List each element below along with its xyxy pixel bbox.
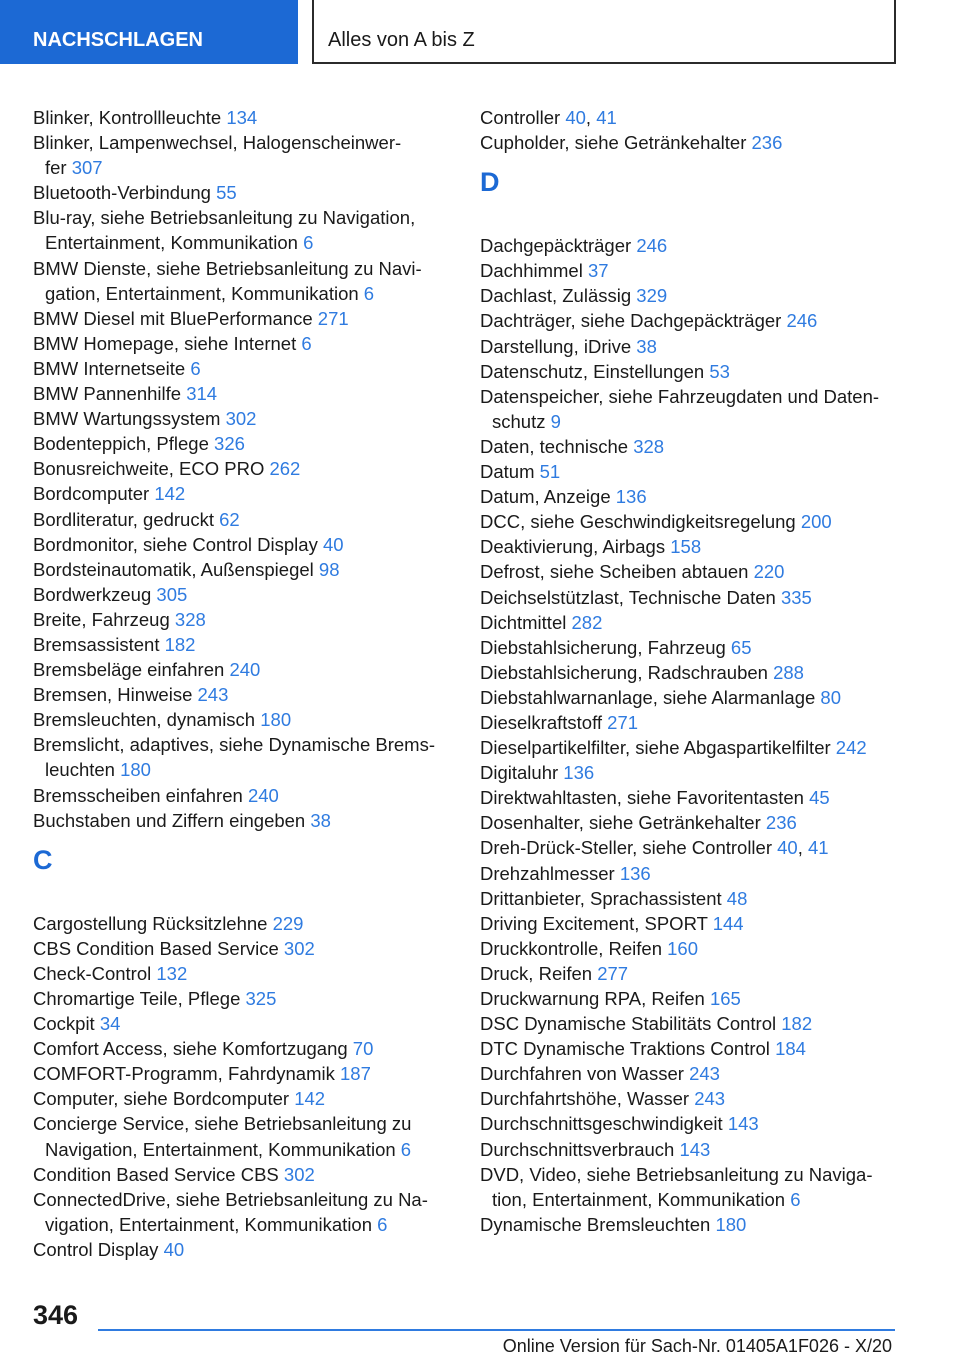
index-entry bbox=[33, 1036, 453, 1061]
entry-text: Dachträger, siehe Dachgepäckträger bbox=[480, 310, 787, 332]
entry-text: Durchschnittsverbrauch bbox=[480, 1138, 680, 1160]
page-link[interactable]: 53 bbox=[709, 360, 730, 382]
entry-text: BMW Internetseite bbox=[33, 357, 191, 379]
page-link[interactable]: 182 bbox=[781, 1013, 813, 1035]
section-tab[interactable]: NACHSCHLAGEN bbox=[0, 0, 298, 64]
entry-text: Daten, technische bbox=[480, 435, 634, 457]
entry-text: Blu-ray, siehe Betriebsanleitung zu Navigation, bbox=[33, 207, 416, 229]
index-entry bbox=[33, 456, 453, 481]
page-link[interactable]: 242 bbox=[835, 737, 867, 759]
page-link[interactable]: 143 bbox=[679, 1138, 711, 1160]
page-link[interactable]: 325 bbox=[245, 988, 277, 1009]
entry-text: Dieselkraftstoff bbox=[480, 711, 608, 733]
page-link[interactable]: 34 bbox=[99, 1013, 121, 1035]
entry-text: DTC Dynamische Traktions Control bbox=[480, 1038, 776, 1060]
index-entry bbox=[480, 1212, 910, 1237]
entry-text: DSC Dynamische Stabilitäts Control bbox=[480, 1013, 782, 1035]
entry-text-continued: Entertainment, Kommunikation bbox=[45, 232, 304, 254]
index-entry bbox=[480, 1086, 910, 1111]
index-entry bbox=[480, 534, 910, 559]
entry-text: COMFORT-Programm, Fahrdynamik bbox=[33, 1063, 341, 1085]
page-link[interactable]: 229 bbox=[272, 912, 304, 934]
index-entry bbox=[33, 406, 453, 431]
entry-text: Drittanbieter, Sprachassistent bbox=[480, 887, 727, 909]
index-entry bbox=[480, 760, 910, 785]
index-entry bbox=[480, 911, 910, 936]
entry-text: Bremsassistent bbox=[33, 633, 165, 655]
page-link[interactable]: 328 bbox=[633, 435, 665, 457]
index-column-right bbox=[480, 105, 910, 1237]
entry-text: BMW Homepage, siehe Internet bbox=[33, 332, 302, 354]
entry-text: Computer, siehe Bordcomputer bbox=[33, 1088, 295, 1110]
entry-text: Chromartige Teile, Pflege bbox=[33, 988, 246, 1009]
page-link[interactable]: 143 bbox=[727, 1113, 759, 1135]
entry-text-continued: schutz bbox=[492, 410, 551, 432]
page-link[interactable]: 262 bbox=[269, 458, 301, 480]
entry-text: Driving Excitement, SPORT bbox=[480, 912, 713, 934]
page-link[interactable]: 48 bbox=[726, 887, 748, 909]
index-entry bbox=[480, 509, 910, 534]
entry-text: Durchfahren von Wasser bbox=[480, 1063, 690, 1085]
index-column-left bbox=[33, 105, 453, 1262]
entry-text: Druckwarnung RPA, Reifen bbox=[480, 988, 710, 1009]
entry-text: ConnectedDrive, siehe Betriebsanleitung zu Na- bbox=[33, 1188, 428, 1210]
index-entry bbox=[33, 682, 453, 707]
entry-text: Datenschutz, Einstellungen bbox=[480, 360, 710, 382]
entry-text: DCC, siehe Geschwindigkeitsregelung bbox=[480, 511, 801, 533]
page-link[interactable]: 328 bbox=[174, 608, 206, 630]
index-entry bbox=[480, 484, 910, 509]
index-entry bbox=[33, 331, 453, 356]
entry-text-continued: tion, Entertainment, Kommunikation bbox=[492, 1188, 791, 1210]
page-link[interactable]: 132 bbox=[156, 962, 188, 984]
entry-text: Bordmonitor, siehe Control Display bbox=[33, 533, 323, 555]
index-entry bbox=[33, 1086, 453, 1111]
index-entry: Dreh-Drück-Steller, siehe Controller 40, 41 bbox=[480, 837, 829, 859]
page-link[interactable]: 51 bbox=[539, 461, 561, 483]
entry-text: Druck, Reifen bbox=[480, 962, 598, 984]
index-entry bbox=[33, 306, 453, 331]
page-link[interactable]: 41 bbox=[596, 107, 617, 128]
page-link[interactable]: 271 bbox=[607, 711, 639, 733]
page-link[interactable]: 182 bbox=[164, 633, 196, 655]
entry-text: Comfort Access, siehe Komfortzugang bbox=[33, 1038, 353, 1060]
entry-text: Diebstahlsicherung, Fahrzeug bbox=[480, 636, 731, 658]
page-link[interactable]: 6 bbox=[190, 357, 201, 379]
index-entry: Controller 40, 41 bbox=[480, 107, 617, 128]
index-entry bbox=[480, 861, 910, 886]
page-link[interactable]: 282 bbox=[571, 611, 603, 633]
page-link[interactable]: 98 bbox=[318, 558, 340, 580]
index-entry bbox=[480, 886, 910, 911]
index-entry bbox=[480, 585, 910, 610]
page-link[interactable]: 180 bbox=[715, 1213, 747, 1235]
index-letter-heading: C bbox=[33, 844, 53, 875]
page-link[interactable]: 160 bbox=[667, 937, 699, 959]
page-link[interactable]: 45 bbox=[809, 787, 830, 809]
page-link[interactable]: 40 bbox=[322, 533, 344, 555]
page-link[interactable]: 243 bbox=[689, 1063, 720, 1085]
entry-text: Bordcomputer bbox=[33, 483, 155, 505]
entry-text: Bonusreichweite, ECO PRO bbox=[33, 458, 270, 480]
index-entry bbox=[33, 732, 453, 782]
entry-text: Bordsteinautomatik, Außenspiegel bbox=[33, 558, 319, 580]
entry-text: Dichtmittel bbox=[480, 611, 572, 633]
entry-text: Dachgepäckträger bbox=[480, 235, 637, 257]
index-entry bbox=[33, 205, 453, 255]
page-title: Alles von A bis Z bbox=[312, 0, 896, 64]
index-entry bbox=[480, 559, 910, 584]
entry-text: Bodenteppich, Pflege bbox=[33, 433, 215, 455]
index-entry bbox=[33, 1187, 453, 1237]
entry-text: Drehzahlmesser bbox=[480, 862, 620, 884]
entry-text: Dachlast, Zulässig bbox=[480, 285, 637, 307]
page-link[interactable]: 40 bbox=[777, 837, 798, 859]
index-entry bbox=[33, 607, 453, 632]
index-entry bbox=[480, 283, 910, 308]
entry-text: Darstellung, iDrive bbox=[480, 335, 637, 357]
index-entry bbox=[480, 986, 910, 1011]
entry-text: Druckkontrolle, Reifen bbox=[480, 937, 668, 959]
entry-text-continued: leuchten bbox=[45, 759, 121, 781]
index-entry bbox=[480, 1162, 910, 1212]
page-link[interactable]: 240 bbox=[247, 784, 279, 806]
entry-text: Check-Control bbox=[33, 962, 157, 984]
entry-text: Bluetooth-Verbindung bbox=[33, 182, 217, 204]
page-link[interactable]: 40 bbox=[163, 1238, 185, 1260]
entry-text: Control Display bbox=[33, 1238, 164, 1260]
page-link[interactable]: 136 bbox=[563, 762, 595, 784]
index-entry bbox=[33, 808, 453, 833]
index-entry bbox=[33, 961, 453, 986]
page-link[interactable]: 38 bbox=[636, 335, 657, 357]
index-entry bbox=[480, 961, 910, 986]
entry-text: Bremsscheiben einfahren bbox=[33, 784, 248, 806]
index-entry bbox=[480, 635, 910, 660]
entry-text: Datenspeicher, siehe Fahrzeugdaten und Daten- bbox=[480, 385, 880, 407]
entry-text: Bremsleuchten, dynamisch bbox=[33, 709, 261, 731]
page-link[interactable]: 142 bbox=[294, 1088, 326, 1110]
page-link[interactable]: 180 bbox=[120, 759, 151, 781]
entry-text: DVD, Video, siehe Betriebsanleitung zu Naviga- bbox=[480, 1163, 873, 1185]
index-entry bbox=[33, 707, 453, 732]
index-entry bbox=[480, 359, 910, 384]
index-entry bbox=[480, 610, 910, 635]
page-link[interactable]: 6 bbox=[400, 1138, 412, 1160]
page-link[interactable]: 136 bbox=[619, 862, 651, 884]
index-entry bbox=[33, 936, 453, 961]
page-link[interactable]: 184 bbox=[775, 1038, 806, 1060]
entry-text: Concierge Service, siehe Betriebsanleitung zu bbox=[33, 1113, 412, 1135]
page-link[interactable]: 134 bbox=[226, 107, 258, 128]
entry-text: CBS Condition Based Service bbox=[33, 937, 284, 959]
index-entry bbox=[480, 735, 910, 760]
page-link[interactable]: 236 bbox=[765, 812, 797, 834]
page-link[interactable]: 38 bbox=[310, 809, 331, 831]
entry-text: Direktwahltasten, siehe Favoritentasten bbox=[480, 787, 810, 809]
page-link[interactable]: 80 bbox=[820, 686, 841, 708]
page-link[interactable]: 55 bbox=[216, 182, 237, 204]
page-link[interactable]: 307 bbox=[71, 157, 103, 179]
entry-text: BMW Wartungssystem bbox=[33, 408, 226, 430]
entry-text: Bremsen, Hinweise bbox=[33, 684, 198, 706]
index-entry bbox=[480, 384, 910, 434]
page-link[interactable]: 305 bbox=[156, 583, 188, 605]
page-link[interactable]: 65 bbox=[730, 636, 752, 658]
entry-text: Blinker, Lampenwechsel, Halogenscheinwer- bbox=[33, 132, 402, 154]
entry-text: Digitaluhr bbox=[480, 762, 564, 784]
page-link[interactable]: 41 bbox=[808, 837, 829, 859]
index-entry bbox=[33, 381, 453, 406]
index-entry bbox=[480, 233, 910, 258]
entry-text: Bremsbeläge einfahren bbox=[33, 659, 230, 681]
entry-text: Bordwerkzeug bbox=[33, 583, 157, 605]
page-link[interactable]: 271 bbox=[317, 307, 349, 329]
entry-text: Controller bbox=[480, 107, 566, 128]
entry-text: Durchschnittsgeschwindigkeit bbox=[480, 1113, 728, 1135]
index-entry bbox=[480, 685, 910, 710]
entry-text: Condition Based Service CBS bbox=[33, 1163, 284, 1185]
entry-text: Dreh-Drück-Steller, siehe Controller bbox=[480, 837, 778, 859]
entry-text: Bremslicht, adaptives, siehe Dynamische Brems- bbox=[33, 734, 436, 756]
entry-text-continued: gation, Entertainment, Kommunikation bbox=[45, 282, 364, 304]
entry-text: Breite, Fahrzeug bbox=[33, 608, 175, 630]
page-link[interactable]: 302 bbox=[283, 1163, 315, 1185]
page-link[interactable]: 142 bbox=[154, 483, 186, 505]
index-entry bbox=[33, 356, 453, 381]
entry-text-continued: vigation, Entertainment, Kommunikation bbox=[45, 1213, 378, 1235]
index-entry bbox=[480, 130, 910, 155]
entry-text: Dosenhalter, siehe Getränkehalter bbox=[480, 812, 766, 834]
index-entry bbox=[480, 936, 910, 961]
page-link[interactable]: 165 bbox=[709, 988, 741, 1009]
entry-text: Datum, Anzeige bbox=[480, 486, 616, 508]
entry-text: Cargostellung Rücksitzlehne bbox=[33, 912, 273, 934]
index-entry bbox=[480, 258, 910, 283]
page-link[interactable]: 187 bbox=[340, 1063, 371, 1085]
page-link[interactable]: 243 bbox=[197, 684, 229, 706]
entry-text: Bordliteratur, gedruckt bbox=[33, 508, 220, 530]
index-entry bbox=[33, 180, 453, 205]
index-entry bbox=[33, 1011, 453, 1036]
page-number: 346 bbox=[33, 1300, 79, 1330]
entry-text: Cockpit bbox=[33, 1013, 100, 1035]
index-entry bbox=[33, 532, 453, 557]
page-link[interactable]: 329 bbox=[636, 285, 668, 307]
page-link[interactable]: 62 bbox=[219, 508, 240, 530]
index-entry bbox=[480, 459, 910, 484]
index-entry bbox=[480, 710, 910, 735]
entry-text: Dynamische Bremsleuchten bbox=[480, 1213, 716, 1235]
footer-divider bbox=[98, 1329, 895, 1331]
entry-text: Dachhimmel bbox=[480, 260, 588, 282]
index-entry bbox=[33, 911, 453, 936]
page-link[interactable]: 240 bbox=[229, 659, 261, 681]
index-entry bbox=[33, 783, 453, 808]
entry-text: BMW Dienste, siehe Betriebsanleitung zu Navi- bbox=[33, 257, 422, 279]
index-entry bbox=[33, 582, 453, 607]
index-entry bbox=[33, 657, 453, 682]
page-link[interactable]: 158 bbox=[670, 536, 702, 558]
page-link[interactable]: 243 bbox=[694, 1088, 726, 1110]
entry-text: Durchfahrtshöhe, Wasser bbox=[480, 1088, 695, 1110]
page-link[interactable]: 335 bbox=[780, 586, 812, 608]
index-entry bbox=[480, 1137, 910, 1162]
index-entry bbox=[480, 1111, 910, 1136]
entry-text: Diebstahlsicherung, Radschrauben bbox=[480, 661, 774, 683]
index-entry bbox=[33, 1162, 453, 1187]
entry-text: Blinker, Kontrollleuchte bbox=[33, 107, 227, 128]
index-entry bbox=[33, 632, 453, 657]
index-entry bbox=[480, 1061, 910, 1086]
index-entry bbox=[33, 256, 453, 306]
page-link[interactable]: 6 bbox=[363, 282, 375, 304]
entry-text-continued: fer bbox=[45, 157, 72, 179]
entry-text: Dieselpartikelfilter, siehe Abgaspartikelfilter bbox=[480, 737, 836, 759]
index-letter-heading: D bbox=[480, 167, 500, 198]
page-link[interactable]: 37 bbox=[587, 260, 609, 282]
page-link[interactable]: 302 bbox=[225, 408, 257, 430]
page-link[interactable]: 6 bbox=[790, 1188, 801, 1210]
index-entry bbox=[33, 130, 453, 180]
page-link[interactable]: 236 bbox=[751, 132, 783, 154]
page-link[interactable]: 277 bbox=[597, 962, 629, 984]
index-entry bbox=[480, 334, 910, 359]
page-link[interactable]: 314 bbox=[186, 383, 218, 405]
index-entry bbox=[33, 481, 453, 506]
page-link[interactable]: 6 bbox=[303, 232, 314, 254]
entry-text: Datum bbox=[480, 461, 540, 483]
page-link[interactable]: 70 bbox=[352, 1038, 374, 1060]
page-link[interactable]: 180 bbox=[260, 709, 292, 731]
entry-text: BMW Diesel mit BluePerformance bbox=[33, 307, 318, 329]
entry-text-continued: Navigation, Entertainment, Kommunikation bbox=[45, 1138, 401, 1160]
index-entry bbox=[33, 105, 453, 130]
page-link[interactable]: 302 bbox=[283, 937, 315, 959]
index-entry bbox=[33, 557, 453, 582]
page-link[interactable]: 144 bbox=[712, 912, 744, 934]
index-entry bbox=[33, 986, 453, 1011]
page-link[interactable]: 6 bbox=[301, 332, 312, 354]
index-entry bbox=[33, 1111, 453, 1161]
page-link[interactable]: 6 bbox=[377, 1213, 388, 1235]
index-entry bbox=[33, 1061, 453, 1086]
entry-text: Deaktivierung, Airbags bbox=[480, 536, 671, 558]
page-link[interactable]: 40 bbox=[565, 107, 586, 128]
entry-text: Defrost, siehe Scheiben abtauen bbox=[480, 561, 754, 583]
page-link[interactable]: 288 bbox=[773, 661, 804, 683]
index-entry bbox=[480, 660, 910, 685]
entry-text: Cupholder, siehe Getränkehalter bbox=[480, 132, 752, 154]
page-link[interactable]: 326 bbox=[214, 433, 245, 455]
entry-text: Diebstahlwarnanlage, siehe Alarmanlage bbox=[480, 686, 821, 708]
entry-text: Deichselstützlast, Technische Daten bbox=[480, 586, 781, 608]
page-link[interactable]: 136 bbox=[615, 486, 647, 508]
index-entry bbox=[480, 1011, 910, 1036]
index-entry bbox=[480, 810, 910, 835]
entry-text: Buchstaben und Ziffern eingeben bbox=[33, 809, 311, 831]
page-link[interactable]: 246 bbox=[636, 235, 668, 257]
index-entry bbox=[33, 1237, 453, 1262]
index-entry bbox=[33, 507, 453, 532]
page-link[interactable]: 220 bbox=[753, 561, 785, 583]
index-entry bbox=[480, 434, 910, 459]
page-link[interactable]: 200 bbox=[800, 511, 832, 533]
page-link[interactable]: 246 bbox=[786, 310, 818, 332]
index-entry bbox=[33, 431, 453, 456]
index-entry bbox=[480, 308, 910, 333]
page-link[interactable]: 9 bbox=[550, 410, 561, 432]
online-version-note: Online Version für Sach-Nr. 01405A1F026 - X/20 bbox=[502, 1336, 892, 1356]
entry-text: BMW Pannenhilfe bbox=[33, 383, 187, 405]
index-entry bbox=[480, 785, 910, 810]
index-entry bbox=[480, 1036, 910, 1061]
